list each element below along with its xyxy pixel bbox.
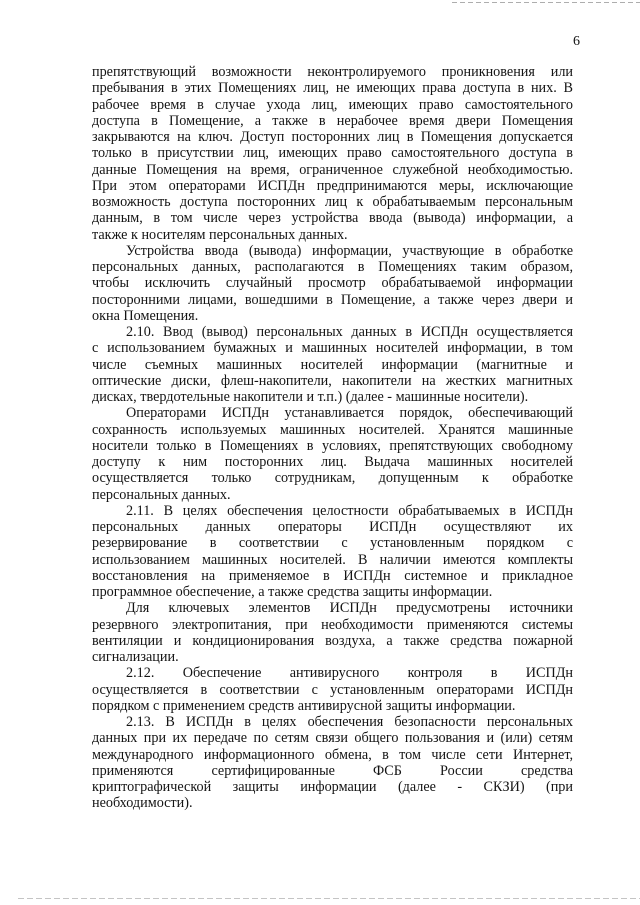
paragraph	[92, 714, 573, 812]
text-line: использованием машинных носителей. В наличии имеются комплекты	[92, 551, 573, 568]
text-line: осуществляется в соответствии с установленным операторами ИСПДн	[92, 681, 573, 698]
text-line: вентиляции и кондиционирования воздуха, а также средства пожарной	[92, 632, 573, 649]
text-line: рабочее время в случае ухода лиц, имеющих право самостоятельного	[92, 96, 573, 113]
text-line: 2.13. В ИСПДн в целях обеспечения безопасности персональных	[126, 714, 573, 730]
text-line: только в присутствии лиц, имеющих право самостоятельного доступа в	[92, 145, 573, 162]
text-line: окна Помещения.	[92, 307, 199, 324]
text-line: также к носителям персональных данных.	[92, 226, 348, 243]
text-line: данные Помещения на время, ограниченное служебной необходимостью.	[92, 161, 573, 178]
text-line: доступу к ним посторонних лиц. Выдача машинных носителей	[92, 454, 573, 470]
document-body	[92, 64, 573, 812]
text-line: оптические диски, флеш-накопители, накопители на жестких магнитных	[92, 372, 573, 389]
text-line: данных при их передаче по сетям связи общего пользования и (или) сетям	[92, 730, 573, 747]
text-line: Устройства ввода (вывода) информации, участвующие в обработке	[126, 242, 573, 259]
text-line: препятствующий возможности неконтролируемого проникновения или	[92, 64, 573, 80]
text-line: Для ключевых элементов ИСПДн предусмотрены источники	[126, 600, 573, 617]
text-line: криптографической защиты информации (далее - СКЗИ) (при	[92, 779, 573, 795]
paragraph	[92, 243, 573, 324]
text-line: числе съемных машинных носителей информации (магнитные и	[92, 356, 573, 373]
paragraph	[92, 503, 573, 601]
text-line: возможность доступа посторонних лиц к обрабатываемым персональным	[92, 194, 573, 210]
paragraph	[92, 665, 573, 714]
scan-artifact-top	[452, 2, 640, 3]
text-line: посторонними лицами, вошедшими в Помещение, а также через двери и	[92, 291, 573, 308]
text-line: осуществляется только сотрудникам, допущенным к обработке	[92, 470, 573, 487]
paragraph	[92, 324, 573, 405]
text-line: Операторами ИСПДн устанавливается порядок, обеспечивающий	[126, 405, 573, 422]
scan-artifact-bottom	[18, 898, 640, 899]
text-line: 2.11. В целях обеспечения целостности обрабатываемых в ИСПДн	[126, 502, 573, 519]
paragraph	[92, 405, 573, 503]
paragraph	[92, 600, 573, 665]
text-line: персональных данных операторы ИСПДн осуществляют их	[92, 519, 573, 535]
text-line: восстановления на применяемое в ИСПДн системное и прикладное	[92, 567, 573, 584]
text-line: сигнализации.	[92, 649, 179, 665]
text-line: порядком с применением средств антивирусной защиты информации.	[92, 697, 516, 714]
text-line: носители только в Помещениях в условиях, препятствующих свободному	[92, 437, 573, 454]
text-line: резервирование в соответствии с установленным порядком с	[92, 535, 573, 552]
text-line: При этом операторами ИСПДн предпринимаются меры, исключающие	[92, 177, 573, 194]
text-line: пребывания в этих Помещениях лиц, не имеющих права доступа в них. В	[92, 80, 573, 97]
text-line: резервного электропитания, при необходимости применяются системы	[92, 616, 573, 633]
text-line: доступа в Помещение, а также в нерабочее время двери Помещения	[92, 112, 573, 129]
text-line: с использованием бумажных и машинных носителей информации, в том	[92, 340, 573, 357]
text-line: 2.12. Обеспечение антивирусного контроля в ИСПДн	[126, 665, 573, 682]
text-line: необходимости).	[92, 795, 193, 812]
text-line: закрываются на ключ. Доступ посторонних лиц в Помещения допускается	[92, 129, 573, 145]
text-line: сохранность используемых машинных носителей. Хранятся машинные	[92, 421, 573, 438]
text-line: дисках, твердотельные накопители и т.п.) (далее - машинные носители).	[92, 389, 529, 405]
text-line: чтобы исключить случайный просмотр обрабатываемой информации	[92, 275, 573, 292]
text-line: данным, в том числе через устройства ввода (вывода) информации, а	[92, 210, 573, 227]
paragraph	[92, 64, 573, 243]
text-line: применяются сертифицированные ФСБ России средства	[92, 762, 573, 779]
text-line: персональных данных, располагаются в Помещениях таким образом,	[92, 259, 573, 275]
text-line: персональных данных.	[92, 486, 231, 503]
text-line: международного информационного обмена, в том числе сети Интернет,	[92, 746, 573, 763]
text-line: программное обеспечение, а также средства защиты информации.	[92, 584, 493, 600]
page-number: 6	[573, 34, 580, 49]
text-line: 2.10. Ввод (вывод) персональных данных в ИСПДн осуществляется	[126, 324, 573, 340]
